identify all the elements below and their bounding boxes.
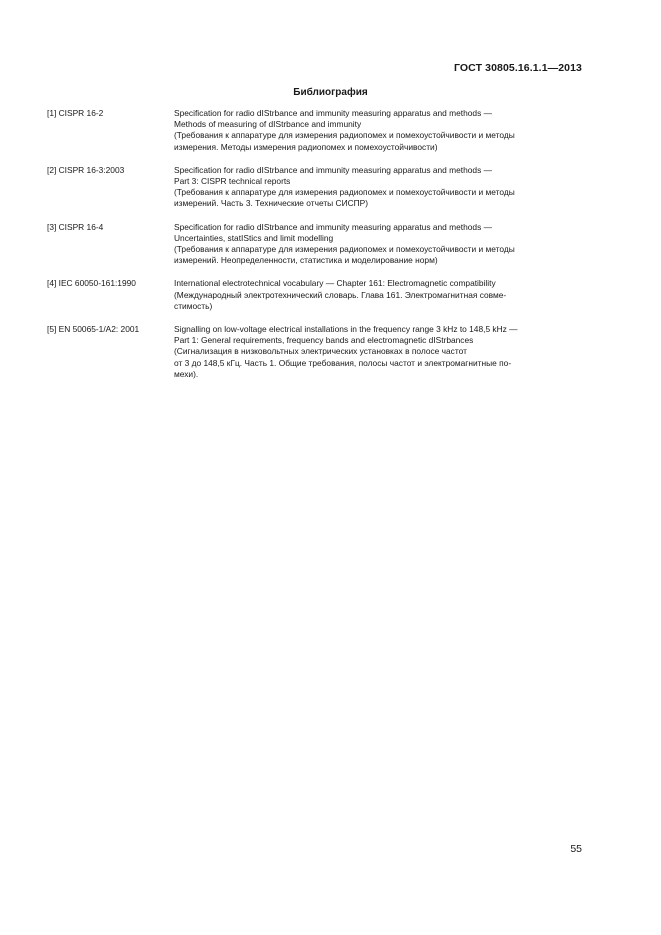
entry-description — [174, 278, 583, 312]
entry-line: Specification for radio dIStrbance and immunity measuring apparatus and methods — — [174, 221, 492, 232]
entry-line: (Международный электротехнический словарь. Глава 161. Электромагнитная совме- — [174, 289, 507, 300]
bibliography-heading: Библиография — [293, 87, 368, 98]
entry-reference: [5] EN 50065-1/A2: 2001 — [47, 324, 140, 335]
bibliography-entry — [47, 222, 583, 267]
entry-description — [174, 324, 583, 380]
entry-line: мехи). — [174, 368, 199, 379]
entry-line: Specification for radio dIStrbance and immunity measuring apparatus and methods — — [174, 108, 492, 118]
entry-description — [174, 222, 583, 267]
document-code: ГОСТ 30805.16.1.1—2013 — [454, 62, 582, 74]
entry-line: (Требования к аппаратуре для измерения радиопомех и помехоустойчивости и методы — [174, 130, 515, 141]
entry-line: Signalling on low-voltage electrical installations in the frequency range 3 kHz to 148,5 kHz — — [174, 324, 518, 335]
page-number: 55 — [570, 843, 582, 855]
entry-line: International electrotechnical vocabulary — Chapter 161: Electromagnetic compatibility — [174, 278, 496, 289]
bibliography-entry — [47, 108, 583, 153]
entry-line: стимость) — [174, 300, 213, 311]
bibliography-list — [47, 108, 583, 392]
entry-line: Uncertainties, statIStics and limit modelling — [174, 232, 334, 243]
entry-line: Part 1: General requirements, frequency bands and electromagnetic dIStrbances — [174, 335, 474, 346]
entry-line: Part 3: CISPR technical reports — [174, 176, 291, 187]
entry-reference: [2] CISPR 16-3:2003 — [47, 164, 125, 175]
entry-description — [174, 165, 583, 210]
entry-reference: [3] CISPR 16-4 — [47, 221, 104, 232]
entry-line: измерения. Методы измерения радиопомех и помехоустойчивости) — [174, 141, 438, 152]
bibliography-entry — [47, 278, 583, 312]
entry-line: (Требования к аппаратуре для измерения радиопомех и помехоустойчивости и методы — [174, 244, 515, 255]
entry-line: (Требования к аппаратуре для измерения радиопомех и помехоустойчивости и методы — [174, 187, 515, 198]
entry-line: Methods of measuring of dIStrbance and immunity — [174, 119, 362, 130]
entry-line: (Сигнализация в низковольтных электрических установках в полосе частот — [174, 346, 467, 357]
entry-line: от 3 до 148,5 кГц. Часть 1. Общие требования, полосы частот и электромагнитные по- — [174, 357, 512, 368]
entry-line: Specification for radio dIStrbance and immunity measuring apparatus and methods — — [174, 164, 492, 175]
bibliography-entry — [47, 324, 583, 380]
bibliography-entry — [47, 165, 583, 210]
entry-reference: [1] CISPR 16-2 — [47, 108, 104, 118]
entry-line: измерений. Часть 3. Технические отчеты СИСПР) — [174, 198, 369, 209]
entry-line: измерений. Неопределенности, статистика и моделирование норм) — [174, 255, 438, 266]
entry-description — [174, 108, 583, 153]
entry-reference: [4] IEC 60050-161:1990 — [47, 278, 136, 289]
